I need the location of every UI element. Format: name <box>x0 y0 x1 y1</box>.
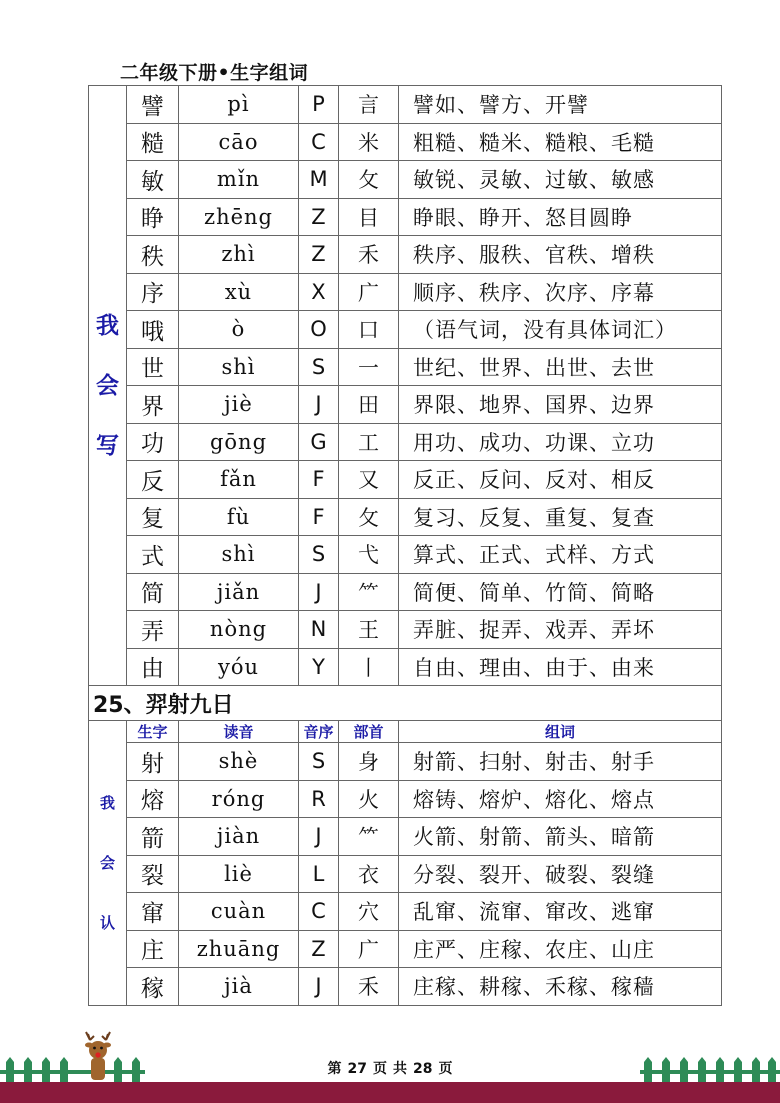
words-cell: 自由、理由、由于、由来 <box>399 648 722 686</box>
pinyin-cell: yóu <box>179 648 299 686</box>
radical-cell: 工 <box>339 423 399 461</box>
pinyin-cell: jiàn <box>179 818 299 856</box>
vocab-table <box>88 85 722 1006</box>
header-words: 组词 <box>399 721 722 743</box>
section-read <box>89 721 722 1006</box>
section-side-label <box>89 721 127 1006</box>
footer-prefix: 第 <box>327 1061 342 1077</box>
pinyin-cell: shè <box>179 743 299 781</box>
words-cell: 乱窜、流窜、窜改、逃窜 <box>399 893 722 931</box>
side-label-char: 我 <box>99 793 115 812</box>
initial-letter-cell: Z <box>299 930 339 968</box>
words-cell: 火箭、射箭、箭头、暗箭 <box>399 818 722 856</box>
table-row <box>89 573 722 611</box>
pinyin-cell: jiǎn <box>179 573 299 611</box>
character-cell: 箭 <box>127 818 179 856</box>
radical-cell: 言 <box>339 86 399 124</box>
side-label-char: 会 <box>99 853 115 872</box>
table-row <box>89 198 722 236</box>
pinyin-cell: zhì <box>179 236 299 274</box>
column-header-row <box>89 721 722 743</box>
character-cell: 裂 <box>127 855 179 893</box>
character-cell: 界 <box>127 386 179 424</box>
footer-page-number: 27 <box>347 1061 367 1077</box>
radical-cell: 广 <box>339 273 399 311</box>
page-header-title: 二年级下册•生字组词 <box>120 62 309 84</box>
pinyin-cell: jià <box>179 968 299 1006</box>
table-row <box>89 648 722 686</box>
pinyin-cell: ò <box>179 311 299 349</box>
radical-cell: ⺮ <box>339 818 399 856</box>
character-cell: 式 <box>127 536 179 574</box>
words-cell: 简便、简单、竹简、简略 <box>399 573 722 611</box>
radical-cell: 弋 <box>339 536 399 574</box>
table-row <box>89 273 722 311</box>
lesson-title: 25、羿射九日 <box>89 686 722 721</box>
table-row <box>89 818 722 856</box>
radical-cell: 穴 <box>339 893 399 931</box>
initial-letter-cell: S <box>299 743 339 781</box>
character-cell: 简 <box>127 573 179 611</box>
initial-letter-cell: O <box>299 311 339 349</box>
deer-icon <box>78 1030 118 1082</box>
character-cell: 糙 <box>127 123 179 161</box>
initial-letter-cell: L <box>299 855 339 893</box>
side-label-char: 写 <box>96 432 119 459</box>
pinyin-cell: gōng <box>179 423 299 461</box>
character-cell: 序 <box>127 273 179 311</box>
table-row <box>89 236 722 274</box>
pinyin-cell: cāo <box>179 123 299 161</box>
character-cell: 功 <box>127 423 179 461</box>
initial-letter-cell: R <box>299 780 339 818</box>
header-letter: 音序 <box>299 721 339 743</box>
words-cell: 弄脏、捉弄、戏弄、弄坏 <box>399 611 722 649</box>
section-side-label <box>89 86 127 686</box>
initial-letter-cell: S <box>299 536 339 574</box>
table-row <box>89 311 722 349</box>
words-cell: 界限、地界、国界、边界 <box>399 386 722 424</box>
radical-cell: 口 <box>339 311 399 349</box>
header-pinyin: 读音 <box>179 721 299 743</box>
words-cell: 用功、成功、功课、立功 <box>399 423 722 461</box>
character-cell: 弄 <box>127 611 179 649</box>
table-row <box>89 930 722 968</box>
pinyin-cell: zhuāng <box>179 930 299 968</box>
footer-page-word: 页 <box>373 1061 387 1077</box>
table-row <box>89 780 722 818</box>
words-cell: 秩序、服秩、官秩、增秩 <box>399 236 722 274</box>
radical-cell: 衣 <box>339 855 399 893</box>
character-cell: 由 <box>127 648 179 686</box>
words-cell: 顺序、秩序、次序、序幕 <box>399 273 722 311</box>
table-row <box>89 461 722 499</box>
pinyin-cell: zhēng <box>179 198 299 236</box>
pinyin-cell: cuàn <box>179 893 299 931</box>
table-row <box>89 743 722 781</box>
radical-cell: ⺮ <box>339 573 399 611</box>
radical-cell: 攵 <box>339 161 399 199</box>
radical-cell: 禾 <box>339 968 399 1006</box>
initial-letter-cell: J <box>299 968 339 1006</box>
pinyin-cell: shì <box>179 536 299 574</box>
initial-letter-cell: P <box>299 86 339 124</box>
words-cell: 譬如、譬方、开譬 <box>399 86 722 124</box>
initial-letter-cell: C <box>299 893 339 931</box>
table-row <box>89 855 722 893</box>
initial-letter-cell: X <box>299 273 339 311</box>
character-cell: 稼 <box>127 968 179 1006</box>
table-row <box>89 611 722 649</box>
initial-letter-cell: F <box>299 461 339 499</box>
initial-letter-cell: Z <box>299 236 339 274</box>
words-cell: 世纪、世界、出世、去世 <box>399 348 722 386</box>
initial-letter-cell: C <box>299 123 339 161</box>
table-row <box>89 86 722 124</box>
character-cell: 譬 <box>127 86 179 124</box>
words-cell: 粗糙、糙米、糙粮、毛糙 <box>399 123 722 161</box>
pinyin-cell: róng <box>179 780 299 818</box>
character-cell: 庄 <box>127 930 179 968</box>
pinyin-cell: mǐn <box>179 161 299 199</box>
header-char: 生字 <box>127 721 179 743</box>
lesson-heading-row <box>89 686 722 721</box>
table-row <box>89 423 722 461</box>
side-label-char: 我 <box>96 312 119 339</box>
pinyin-cell: pì <box>179 86 299 124</box>
words-cell: 庄严、庄稼、农庄、山庄 <box>399 930 722 968</box>
table-row <box>89 348 722 386</box>
initial-letter-cell: J <box>299 573 339 611</box>
radical-cell: 身 <box>339 743 399 781</box>
table-row <box>89 536 722 574</box>
initial-letter-cell: J <box>299 386 339 424</box>
header-radical: 部首 <box>339 721 399 743</box>
initial-letter-cell: Z <box>299 198 339 236</box>
radical-cell: 禾 <box>339 236 399 274</box>
pinyin-cell: fù <box>179 498 299 536</box>
initial-letter-cell: Y <box>299 648 339 686</box>
character-cell: 射 <box>127 743 179 781</box>
radical-cell: 又 <box>339 461 399 499</box>
footer-total-pages: 28 <box>413 1061 433 1077</box>
initial-letter-cell: J <box>299 818 339 856</box>
words-cell: 复习、反复、重复、复查 <box>399 498 722 536</box>
bottom-band <box>0 1082 780 1103</box>
character-cell: 复 <box>127 498 179 536</box>
radical-cell: 火 <box>339 780 399 818</box>
table-row <box>89 498 722 536</box>
radical-cell: 王 <box>339 611 399 649</box>
words-cell: （语气词，没有具体词汇） <box>399 311 722 349</box>
words-cell: 反正、反问、反对、相反 <box>399 461 722 499</box>
radical-cell: 丨 <box>339 648 399 686</box>
initial-letter-cell: G <box>299 423 339 461</box>
pinyin-cell: jiè <box>179 386 299 424</box>
table-row <box>89 386 722 424</box>
pinyin-cell: liè <box>179 855 299 893</box>
radical-cell: 田 <box>339 386 399 424</box>
words-cell: 算式、正式、式样、方式 <box>399 536 722 574</box>
radical-cell: 攵 <box>339 498 399 536</box>
radical-cell: 广 <box>339 930 399 968</box>
table-row <box>89 161 722 199</box>
words-cell: 熔铸、熔炉、熔化、熔点 <box>399 780 722 818</box>
character-cell: 反 <box>127 461 179 499</box>
words-cell: 敏锐、灵敏、过敏、敏感 <box>399 161 722 199</box>
character-cell: 睁 <box>127 198 179 236</box>
table-row <box>89 968 722 1006</box>
section-write <box>89 86 722 686</box>
side-label-char: 认 <box>99 913 115 932</box>
pinyin-cell: nòng <box>179 611 299 649</box>
table-row <box>89 893 722 931</box>
words-cell: 射箭、扫射、射击、射手 <box>399 743 722 781</box>
initial-letter-cell: F <box>299 498 339 536</box>
character-cell: 哦 <box>127 311 179 349</box>
words-cell: 睁眼、睁开、怒目圆睁 <box>399 198 722 236</box>
character-cell: 敏 <box>127 161 179 199</box>
initial-letter-cell: N <box>299 611 339 649</box>
table-row <box>89 123 722 161</box>
side-label-char: 会 <box>96 372 119 399</box>
radical-cell: 一 <box>339 348 399 386</box>
radical-cell: 米 <box>339 123 399 161</box>
words-cell: 分裂、裂开、破裂、裂缝 <box>399 855 722 893</box>
character-cell: 秩 <box>127 236 179 274</box>
footer-total-word: 共 <box>393 1061 407 1077</box>
character-cell: 熔 <box>127 780 179 818</box>
pinyin-cell: fǎn <box>179 461 299 499</box>
radical-cell: 目 <box>339 198 399 236</box>
pinyin-cell: shì <box>179 348 299 386</box>
pinyin-cell: xù <box>179 273 299 311</box>
character-cell: 窜 <box>127 893 179 931</box>
character-cell: 世 <box>127 348 179 386</box>
footer-suffix: 页 <box>438 1061 453 1077</box>
initial-letter-cell: M <box>299 161 339 199</box>
initial-letter-cell: S <box>299 348 339 386</box>
words-cell: 庄稼、耕稼、禾稼、稼穑 <box>399 968 722 1006</box>
